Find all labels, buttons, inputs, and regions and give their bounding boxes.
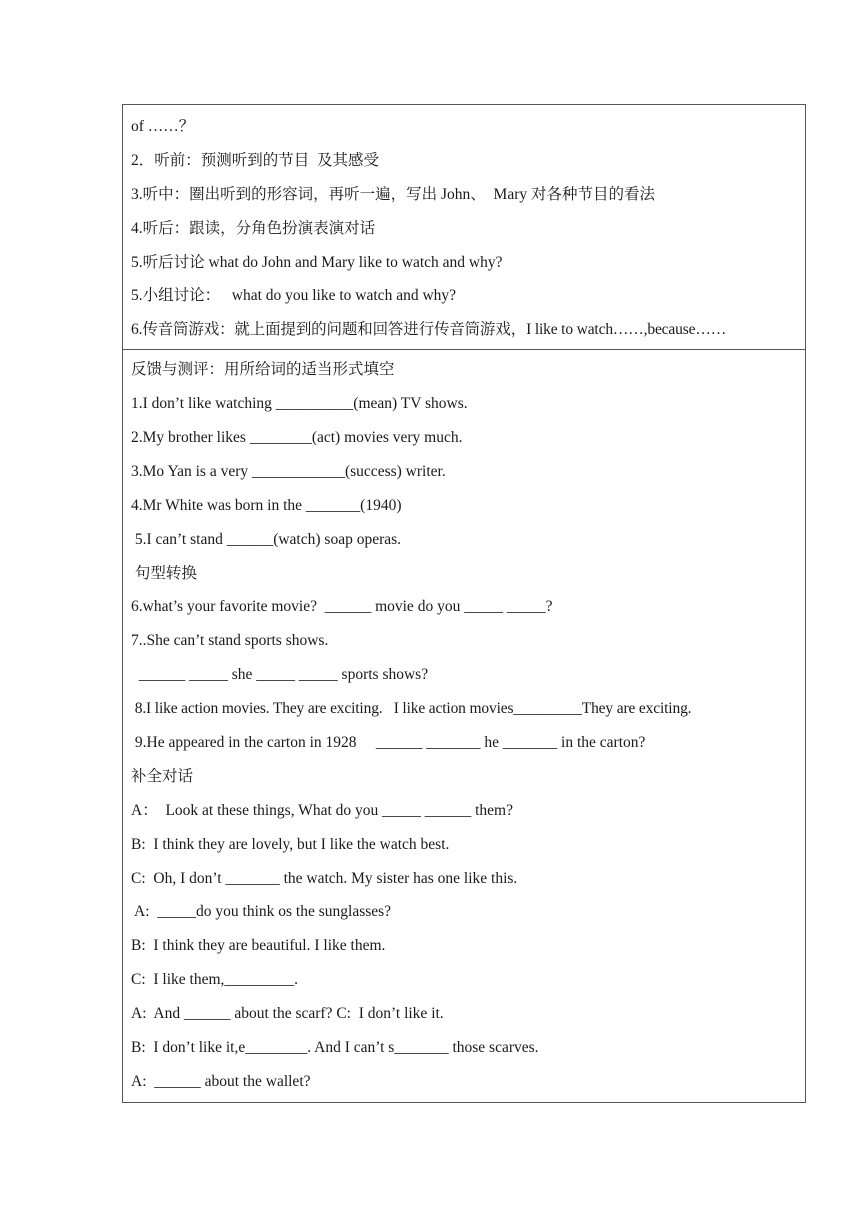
dialogue-line: A: _____do you think os the sunglasses? (131, 903, 392, 921)
exercise-line: 6.what’s your favorite movie? ______ movie do you _____ _____? (131, 598, 553, 616)
exercise-line: 9.He appeared in the carton in 1928 ______ _______ he _______ in the carton? (131, 734, 646, 752)
text-line: 5.听后讨论 what do John and Mary like to watch and why? (131, 253, 503, 271)
dialogue-line: C: Oh, I don’t _______ the watch. My sister has one like this. (131, 869, 518, 887)
worksheet-table (122, 104, 806, 1103)
listening-steps-section (123, 105, 805, 350)
feedback-section (123, 350, 805, 1102)
exercise-line: 4.Mr White was born in the _______(1940) (131, 496, 402, 514)
text-line: 3.听中：圈出听到的形容词，再听一遍，写出 John、 Mary 对各种节目的看法 (131, 185, 655, 203)
exercise-line: 2.My brother likes ________(act) movies very much. (131, 429, 463, 447)
dialogue-line: A: And ______ about the scarf? C: I don’t like it. (131, 1005, 444, 1023)
exercise-line: 5.I can’t stand ______(watch) soap operas. (131, 530, 402, 548)
exercise-line: 3.Mo Yan is a very ____________(success) writer. (131, 462, 446, 480)
text-line: 2．听前：预测听到的节目 及其感受 (131, 151, 380, 169)
text-line: 4.听后：跟读，分角色扮演表演对话 (131, 219, 376, 237)
exercise-line: 8.I like action movies. They are exciting. I like action movies_________They are exciting. (131, 700, 692, 718)
subsection-heading: 句型转换 (131, 564, 197, 582)
exercise-line: 7..She can’t stand sports shows. (131, 632, 329, 650)
exercise-line: ______ _____ she _____ _____ sports shows? (131, 666, 429, 684)
text-line: 6.传音筒游戏：就上面提到的问题和回答进行传音筒游戏，I like to watch……,because…… (131, 321, 727, 339)
dialogue-line: A: ______ about the wallet? (131, 1072, 311, 1090)
section-heading: 反馈与测评：用所给词的适当形式填空 (131, 361, 395, 379)
exercise-line: 1.I don’t like watching __________(mean) TV shows. (131, 395, 468, 413)
dialogue-line: B: I don’t like it,e________. And I can’t s_______ those scarves. (131, 1039, 539, 1057)
text-line: of ……？ (131, 118, 195, 135)
dialogue-line: C: I like them,_________. (131, 971, 299, 989)
dialogue-line: B: I think they are lovely, but I like the watch best. (131, 835, 450, 853)
text-line: 5.小组讨论： what do you like to watch and why? (131, 287, 457, 305)
subsection-heading: 补全对话 (131, 767, 194, 785)
dialogue-line: B: I think they are beautiful. I like them. (131, 937, 386, 955)
dialogue-line: A： Look at these things, What do you _____ ______ them? (131, 801, 513, 819)
